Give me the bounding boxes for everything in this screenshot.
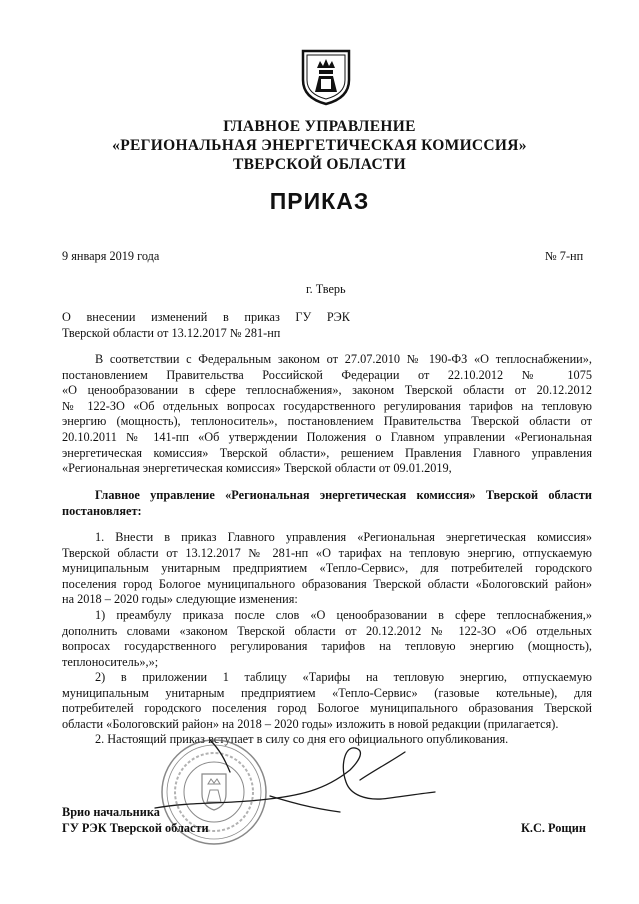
signatory-name: К.С. Рощин bbox=[521, 821, 586, 835]
subitem-1-line: 1) преамбулу приказа после слов «О ценообразовании в сфере теплоснабжения,» bbox=[95, 608, 592, 622]
resolution-line: постановляет: bbox=[62, 503, 142, 518]
subitem-2-line: муниципальным унитарным предприятием «Тепло-Сервис» (газовые котельные), для bbox=[62, 685, 592, 700]
header-line-2: «РЕГИОНАЛЬНАЯ ЭНЕРГЕТИЧЕСКАЯ КОМИССИЯ» bbox=[112, 137, 527, 154]
item-1-paragraph bbox=[62, 530, 592, 608]
resolution-paragraph bbox=[62, 488, 592, 519]
signatory-position-line: Врио начальника bbox=[62, 805, 160, 819]
preamble-line: энергетическая комиссия» Тверской области», решением Правления Главного управления bbox=[62, 445, 592, 460]
item-1-line: поселения город Бологое муниципального образования Тверской области «Бологовский район» bbox=[62, 576, 592, 591]
resolution-line: Главное управление «Региональная энергетическая комиссия» Тверской области bbox=[95, 488, 592, 502]
subject-line: Тверской области от 13.12.2017 № 281-нп bbox=[62, 325, 281, 340]
document-city: г. Тверь bbox=[306, 282, 346, 296]
subitem-2-paragraph bbox=[62, 670, 592, 732]
signatory-position bbox=[62, 804, 209, 836]
subitem-2-line: потребителей городского поселения город Бологое муниципального образования Тверской bbox=[62, 701, 592, 716]
document-date: 9 января 2019 года bbox=[62, 249, 160, 263]
subject-block bbox=[62, 310, 350, 341]
preamble-line: постановлением Правительства Российской Федерации от 22.10.2012 № 1075 bbox=[62, 367, 592, 382]
preamble-paragraph bbox=[62, 352, 592, 477]
preamble-line: В соответствии с Федеральным законом от 27.07.2010 № 190-ФЗ «О теплоснабжении», bbox=[95, 352, 592, 366]
preamble-line: № 122-ЗО «Об отдельных вопросах государственного регулирования тарифов на тепловую bbox=[62, 398, 592, 413]
subject-line: О внесении изменений в приказ ГУ РЭК bbox=[62, 310, 350, 324]
item-1-line: Тверской области от 13.12.2017 № 281-нп «О тарифах на тепловую энергию, отпускаемую bbox=[62, 545, 592, 560]
document-number: № 7-нп bbox=[545, 249, 584, 263]
preamble-line: 20.10.2011 № 141-пп «Об утверждении Положения о Главном управлении «Региональная bbox=[62, 429, 592, 444]
subitem-1-line: дополнить словами «законом Тверской области от 20.12.2012 № 122-ЗО «Об отдельных bbox=[62, 623, 592, 638]
subitem-2-line: 2) в приложении 1 таблицу «Тарифы на тепловую энергию, отпускаемую bbox=[95, 670, 592, 684]
item-2-line: 2. Настоящий приказ вступает в силу со дня его официального опубликования. bbox=[95, 732, 509, 746]
signatory-position-line: ГУ РЭК Тверской области bbox=[62, 821, 209, 835]
preamble-line: «Региональная энергетическая комиссия» Тверской области от 09.01.2019, bbox=[62, 461, 452, 476]
subitem-1-line: вопросах государственного регулирования тарифов на тепловую энергию (мощность), bbox=[62, 639, 592, 654]
header-line-3: ТВЕРСКОЙ ОБЛАСТИ bbox=[233, 156, 406, 173]
preamble-line: «О ценообразовании в сфере теплоснабжения», законом Тверской области от 20.12.2012 bbox=[62, 383, 592, 398]
coat-of-arms-emblem bbox=[300, 48, 352, 106]
header-line-1: ГЛАВНОЕ УПРАВЛЕНИЕ bbox=[223, 118, 416, 135]
preamble-line: энергию (мощность), теплоноситель», постановлением Правительства Тверской области от bbox=[62, 414, 592, 429]
item-1-line: на 2018 – 2020 годы» следующие изменения: bbox=[62, 592, 298, 607]
subitem-1-line: теплоноситель»,»; bbox=[62, 654, 159, 669]
item-1-line: 1. Внести в приказ Главного управления «Региональная энергетическая комиссия» bbox=[95, 530, 592, 544]
item-1-line: муниципальным унитарным предприятием «Тепло-Сервис», для потребителей городского bbox=[62, 561, 592, 576]
subitem-2-line: области «Бологовский район» на 2018 – 2020 годы» изложить в новой редакции (прилагается). bbox=[62, 716, 559, 731]
document-title: ПРИКАЗ bbox=[269, 188, 370, 214]
subitem-1-paragraph bbox=[62, 608, 592, 670]
